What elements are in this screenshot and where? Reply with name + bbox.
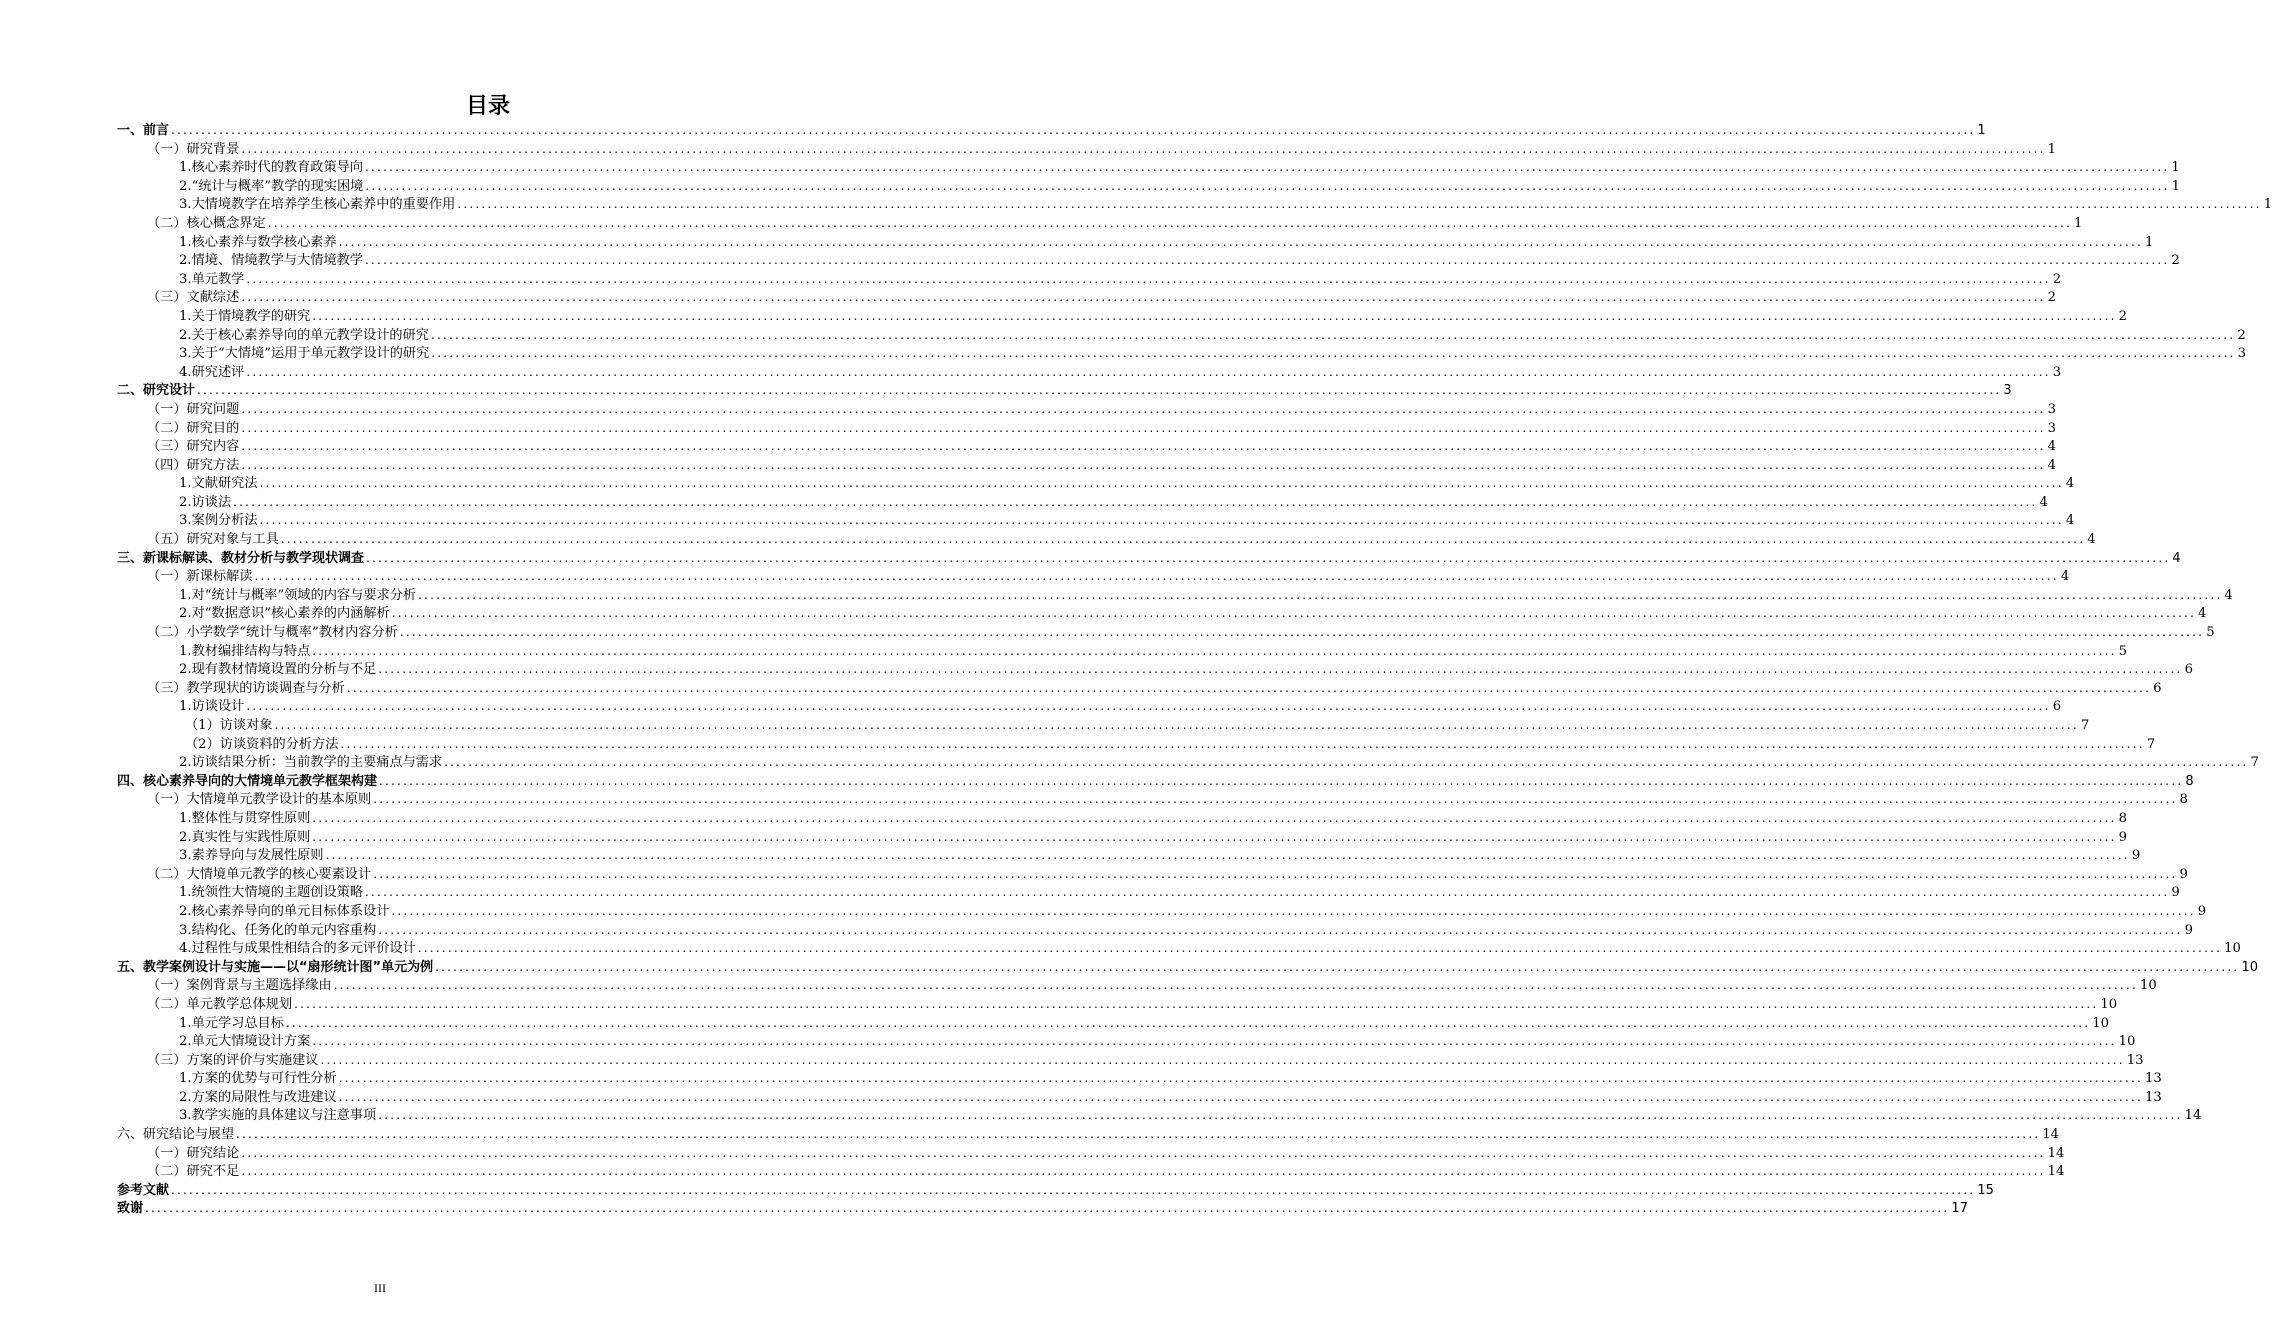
toc-leader-dots: ............................................................................................................................................................................................................................................................................................................ xyxy=(378,922,2183,937)
toc-entry[interactable] xyxy=(117,177,2181,196)
toc-entry-title: 2.方案的局限性与改进建议 xyxy=(179,1089,337,1105)
toc-entry[interactable] xyxy=(117,288,2057,307)
toc-entry-title: 1.关于情境教学的研究 xyxy=(179,308,311,324)
toc-entry[interactable] xyxy=(117,344,2246,363)
toc-entry-title: （三）文献综述 xyxy=(147,290,240,306)
toc-leader-dots: ............................................................................................................................................................................................................................................................................................................ xyxy=(391,606,2197,621)
toc-entry-title: （一）案例背景与主题选择缘由 xyxy=(147,978,332,994)
toc-entry-page: 9 xyxy=(2179,866,2188,882)
toc-entry[interactable] xyxy=(117,1051,2144,1070)
toc-entry-page: 8 xyxy=(2185,773,2194,789)
toc-leader-dots: ............................................................................................................................................................................................................................................................................................................ xyxy=(236,1127,2041,1142)
toc-leader-dots: ............................................................................................................................................................................................................................................................................................................ xyxy=(233,494,2038,509)
toc-leader-dots: ............................................................................................................................................................................................................................................................................................................ xyxy=(366,550,2171,565)
page-number: III xyxy=(374,1281,386,1295)
toc-title: 目录 xyxy=(465,94,510,119)
toc-entry-title: （一）研究结论 xyxy=(147,1145,240,1161)
toc-leader-dots: ............................................................................................................................................................................................................................................................................................................ xyxy=(241,290,2046,305)
toc-entry[interactable] xyxy=(117,958,2258,977)
toc-entry-title: 3.教学实施的具体建议与注意事项 xyxy=(179,1108,377,1124)
table-of-contents xyxy=(117,121,2272,1218)
toc-entry-page: 1 xyxy=(2074,215,2083,231)
toc-entry-page: 3 xyxy=(2047,420,2057,436)
toc-entry[interactable] xyxy=(117,400,2057,419)
toc-entry-page: 7 xyxy=(2250,755,2259,771)
toc-entry-page: 4 xyxy=(2198,606,2207,622)
toc-entry-title: 2.访谈法 xyxy=(179,494,232,510)
toc-entry-page: 6 xyxy=(2153,680,2162,696)
toc-entry-title: 1.核心素养与数学核心素养 xyxy=(179,234,337,250)
toc-entry[interactable] xyxy=(117,846,2141,865)
toc-entry-title: 3.案例分析法 xyxy=(179,513,258,529)
toc-leader-dots: ............................................................................................................................................................................................................................................................................................................ xyxy=(246,364,2051,379)
toc-leader-dots: ............................................................................................................................................................................................................................................................................................................ xyxy=(312,643,2117,658)
toc-entry-page: 1 xyxy=(2171,160,2180,176)
toc-entry-title: 4.研究述评 xyxy=(179,364,245,380)
toc-entry[interactable] xyxy=(117,939,2241,958)
toc-entry-page: 10 xyxy=(2224,941,2241,957)
toc-leader-dots: ............................................................................................................................................................................................................................................................................................................ xyxy=(391,903,2196,918)
toc-entry-title: 四、核心素养导向的大情境单元教学框架构建 xyxy=(117,773,378,789)
toc-leader-dots: ............................................................................................................................................................................................................................................................................................................ xyxy=(457,197,2262,212)
toc-entry-title: 1.对“统计与概率”领域的内容与要求分析 xyxy=(179,587,417,603)
toc-leader-dots: ............................................................................................................................................................................................................................................................................................................ xyxy=(259,513,2064,528)
toc-entry[interactable] xyxy=(117,474,2075,493)
toc-entry[interactable] xyxy=(117,995,2118,1014)
toc-entry[interactable] xyxy=(117,326,2246,345)
toc-entry[interactable] xyxy=(117,363,2062,382)
toc-leader-dots: ............................................................................................................................................................................................................................................................................................................ xyxy=(171,123,1976,137)
toc-entry-page: 5 xyxy=(2206,625,2215,641)
toc-entry-title: 五、教学案例设计与实施——以“扇形统计图”单元为例 xyxy=(117,959,434,975)
toc-entry-title: 3.素养导向与发展性原则 xyxy=(179,848,324,864)
toc-entry[interactable] xyxy=(117,604,2207,623)
toc-entry-page: 2 xyxy=(2171,253,2180,269)
toc-entry[interactable] xyxy=(117,902,2207,921)
toc-entry-title: 2.单元大情境设计方案 xyxy=(179,1034,311,1050)
toc-entry-page: 14 xyxy=(2042,1127,2059,1143)
toc-leader-dots: ............................................................................................................................................................................................................................................................................................................ xyxy=(254,569,2059,584)
toc-entry-page: 10 xyxy=(2241,959,2258,975)
toc-entry-title: （一）研究问题 xyxy=(147,401,240,417)
toc-leader-dots: ............................................................................................................................................................................................................................................................................................................ xyxy=(399,625,2205,640)
toc-entry-title: 1.教材编排结构与特点 xyxy=(179,643,311,659)
toc-entry[interactable] xyxy=(117,679,2162,698)
toc-entry-page: 10 xyxy=(2139,978,2157,994)
toc-entry-title: 2.真实性与实践性原则 xyxy=(179,829,311,845)
toc-entry[interactable] xyxy=(117,121,1986,140)
toc-leader-dots: ............................................................................................................................................................................................................................................................................................................ xyxy=(338,234,2143,249)
toc-entry-page: 14 xyxy=(2047,1164,2065,1180)
toc-entry[interactable] xyxy=(117,790,2188,809)
toc-entry-title: 3.单元教学 xyxy=(179,271,245,287)
toc-entry[interactable] xyxy=(117,419,2057,438)
toc-entry[interactable] xyxy=(117,493,2048,512)
toc-entry-title: 1.方案的优势与可行性分析 xyxy=(179,1071,337,1087)
toc-leader-dots: ............................................................................................................................................................................................................................................................................................................ xyxy=(379,773,2184,788)
toc-entry[interactable] xyxy=(117,549,2181,568)
toc-entry[interactable] xyxy=(117,307,2128,326)
toc-entry-page: 13 xyxy=(2145,1071,2162,1087)
toc-leader-dots: ............................................................................................................................................................................................................................................................................................................ xyxy=(197,383,2002,398)
toc-entry-page: 8 xyxy=(2179,792,2188,808)
toc-entry-title: 二、研究设计 xyxy=(117,383,196,399)
toc-entry[interactable] xyxy=(117,623,2215,642)
toc-leader-dots: ............................................................................................................................................................................................................................................................................................................ xyxy=(365,178,2170,193)
toc-leader-dots: ............................................................................................................................................................................................................................................................................................................ xyxy=(417,941,2223,956)
toc-entry-title: （二）小学数学“统计与概率”教材内容分析 xyxy=(147,625,398,641)
toc-entry-title: 2.“统计与概率”教学的现实困境 xyxy=(179,178,364,194)
toc-leader-dots: ............................................................................................................................................................................................................................................................................................................ xyxy=(444,755,2249,770)
toc-leader-dots: ............................................................................................................................................................................................................................................................................................................ xyxy=(418,587,2223,602)
toc-entry-title: 一、前言 xyxy=(117,123,170,138)
toc-entry-title: 2.情境、情境教学与大情境教学 xyxy=(179,253,364,269)
toc-entry-page: 3 xyxy=(2237,346,2246,362)
toc-leader-dots: ............................................................................................................................................................................................................................................................................................................ xyxy=(365,253,2170,268)
toc-entry-title: 1.整体性与贯穿性原则 xyxy=(179,810,311,826)
toc-entry-page: 9 xyxy=(2184,922,2193,938)
toc-entry[interactable] xyxy=(117,270,2062,289)
toc-entry-title: 1.核心素养时代的教育政策导向 xyxy=(179,160,364,176)
toc-entry-title: 2.对“数据意识”核心素养的内涵解析 xyxy=(179,606,390,622)
toc-entry[interactable] xyxy=(117,716,2090,735)
toc-leader-dots: ............................................................................................................................................................................................................................................................................................................ xyxy=(365,885,2170,900)
toc-entry-title: 致谢 xyxy=(117,1201,144,1217)
toc-entry-title: 1.单元学习总目标 xyxy=(179,1015,284,1031)
toc-leader-dots: ............................................................................................................................................................................................................................................................................................................ xyxy=(338,1089,2143,1104)
toc-entry-title: （三）方案的评价与实施建议 xyxy=(147,1052,319,1068)
toc-leader-dots: ............................................................................................................................................................................................................................................................................................................ xyxy=(241,401,2046,416)
toc-entry-page: 10 xyxy=(2118,1034,2136,1050)
toc-entry-title: 1.统领性大情境的主题创设策略 xyxy=(179,885,364,901)
toc-leader-dots: ............................................................................................................................................................................................................................................................................................................ xyxy=(274,718,2079,732)
toc-entry-page: 10 xyxy=(2092,1015,2110,1031)
toc-leader-dots: ............................................................................................................................................................................................................................................................................................................ xyxy=(373,866,2178,881)
toc-entry[interactable] xyxy=(117,753,2259,772)
toc-entry[interactable] xyxy=(117,214,2083,233)
toc-leader-dots: ............................................................................................................................................................................................................................................................................................................ xyxy=(241,1164,2046,1179)
toc-leader-dots: ............................................................................................................................................................................................................................................................................................................ xyxy=(246,271,2051,286)
toc-leader-dots: ............................................................................................................................................................................................................................................................................................................ xyxy=(338,1071,2143,1086)
toc-entry-page: 1 xyxy=(2263,197,2272,213)
toc-leader-dots: ............................................................................................................................................................................................................................................................................................................ xyxy=(320,1052,2125,1067)
toc-entry-page: 7 xyxy=(2146,736,2156,752)
toc-leader-dots: ............................................................................................................................................................................................................................................................................................................ xyxy=(280,532,2086,547)
toc-entry[interactable] xyxy=(117,883,2180,902)
toc-entry-title: （一）大情境单元教学设计的基本原则 xyxy=(147,792,372,808)
toc-leader-dots: ............................................................................................................................................................................................................................................................................................................ xyxy=(430,327,2236,342)
toc-entry-title: 3.大情境教学在培养学生核心素养中的重要作用 xyxy=(179,197,456,213)
toc-leader-dots: ............................................................................................................................................................................................................................................................................................................ xyxy=(333,978,2138,993)
toc-entry[interactable] xyxy=(117,586,2233,605)
toc-entry-page: 5 xyxy=(2118,643,2128,659)
toc-entry-page: 3 xyxy=(2047,401,2057,417)
toc-entry-page: 15 xyxy=(1977,1182,1994,1198)
toc-entry-page: 4 xyxy=(2087,532,2096,548)
toc-entry-title: 2.关于核心素养导向的单元教学设计的研究 xyxy=(179,327,429,343)
toc-entry-page: 13 xyxy=(2145,1089,2162,1105)
toc-entry[interactable] xyxy=(117,1069,2162,1088)
toc-entry[interactable] xyxy=(117,233,2154,252)
toc-entry-title: 1.访谈设计 xyxy=(179,699,245,715)
toc-entry-page: 10 xyxy=(2100,996,2118,1012)
toc-leader-dots: ............................................................................................................................................................................................................................................................................................................ xyxy=(241,1145,2046,1160)
toc-entry-page: 1 xyxy=(2047,141,2057,157)
toc-leader-dots: ............................................................................................................................................................................................................................................................................................................ xyxy=(378,662,2183,677)
toc-entry-page: 9 xyxy=(2118,829,2128,845)
toc-entry-page: 1 xyxy=(2145,234,2154,250)
toc-entry-page: 3 xyxy=(2052,364,2062,380)
toc-leader-dots: ............................................................................................................................................................................................................................................................................................................ xyxy=(241,457,2046,472)
toc-entry-page: 14 xyxy=(2184,1108,2202,1124)
toc-entry[interactable] xyxy=(117,140,2057,159)
toc-entry-title: （五）研究对象与工具 xyxy=(147,532,279,548)
toc-leader-dots: ............................................................................................................................................................................................................................................................................................................ xyxy=(267,215,2073,230)
toc-leader-dots: ............................................................................................................................................................................................................................................................................................................ xyxy=(246,699,2051,714)
toc-entry-page: 14 xyxy=(2047,1145,2065,1161)
toc-leader-dots: ............................................................................................................................................................................................................................................................................................................ xyxy=(325,848,2130,863)
toc-entry[interactable] xyxy=(117,642,2128,661)
toc-entry-page: 1 xyxy=(2171,178,2181,194)
toc-leader-dots: ............................................................................................................................................................................................................................................................................................................ xyxy=(365,160,2170,175)
toc-entry-page: 4 xyxy=(2060,569,2070,585)
toc-leader-dots: ............................................................................................................................................................................................................................................................................................................ xyxy=(259,476,2064,491)
toc-entry[interactable] xyxy=(117,567,2070,586)
toc-entry-page: 2 xyxy=(2047,290,2057,306)
toc-entry-title: （二）核心概念界定 xyxy=(147,215,266,231)
toc-entry-page: 2 xyxy=(2237,327,2246,343)
toc-entry[interactable] xyxy=(117,1162,2065,1181)
toc-entry[interactable] xyxy=(117,530,2096,549)
toc-entry-title: （三）研究内容 xyxy=(147,439,240,455)
toc-entry-title: 2.访谈结果分析：当前教学的主要痛点与需求 xyxy=(179,755,443,771)
toc-entry-title: （一）研究背景 xyxy=(147,141,240,157)
toc-entry-page: 13 xyxy=(2126,1052,2144,1068)
toc-leader-dots: ............................................................................................................................................................................................................................................................................................................ xyxy=(285,1015,2091,1030)
toc-entry-title: 3.关于“大情境”运用于单元教学设计的研究 xyxy=(179,346,430,362)
toc-leader-dots: ............................................................................................................................................................................................................................................................................................................ xyxy=(340,736,2145,751)
toc-entry[interactable] xyxy=(117,1125,2059,1144)
toc-entry[interactable] xyxy=(117,381,2012,400)
toc-entry[interactable] xyxy=(117,1088,2162,1107)
toc-leader-dots: ............................................................................................................................................................................................................................................................................................................ xyxy=(435,959,2240,974)
toc-entry-page: 4 xyxy=(2065,513,2075,529)
toc-entry-page: 3 xyxy=(2003,383,2012,399)
toc-entry[interactable] xyxy=(117,865,2188,884)
toc-entry[interactable] xyxy=(117,660,2193,679)
toc-entry-title: （二）单元教学总体规划 xyxy=(147,996,293,1012)
toc-entry-title: （1）访谈对象 xyxy=(185,718,273,733)
toc-entry-page: 4 xyxy=(2047,457,2057,473)
toc-entry-title: （三）教学现状的访谈调查与分析 xyxy=(147,680,345,696)
toc-entry[interactable] xyxy=(117,195,2272,214)
toc-entry[interactable] xyxy=(117,1199,1968,1218)
toc-leader-dots: ............................................................................................................................................................................................................................................................................................................ xyxy=(312,1034,2117,1049)
toc-entry-page: 6 xyxy=(2052,699,2062,715)
toc-entry-page: 7 xyxy=(2080,718,2090,733)
toc-entry-title: （四）研究方法 xyxy=(147,457,240,473)
toc-entry[interactable] xyxy=(117,809,2128,828)
toc-leader-dots: ............................................................................................................................................................................................................................................................................................................ xyxy=(312,810,2117,825)
toc-entry[interactable] xyxy=(117,1144,2065,1163)
toc-entry-page: 4 xyxy=(2039,494,2048,510)
toc-entry[interactable] xyxy=(117,1014,2110,1033)
toc-entry-title: 六、研究结论与展望 xyxy=(117,1127,235,1143)
toc-entry-title: 2.现有教材情境设置的分析与不足 xyxy=(179,662,377,678)
toc-entry-title: （2）访谈资料的分析方法 xyxy=(185,736,339,752)
toc-entry-title: 三、新课标解读、教材分析与教学现状调查 xyxy=(117,550,365,566)
toc-entry-page: 6 xyxy=(2184,662,2193,678)
toc-entry[interactable] xyxy=(117,921,2193,940)
toc-entry-title: 4.过程性与成果性相结合的多元评价设计 xyxy=(179,941,416,957)
toc-entry[interactable] xyxy=(117,158,2180,177)
toc-leader-dots: ............................................................................................................................................................................................................................................................................................................ xyxy=(241,420,2046,435)
toc-entry-page: 9 xyxy=(2197,903,2207,919)
toc-entry[interactable] xyxy=(117,828,2128,847)
toc-leader-dots: ............................................................................................................................................................................................................................................................................................................ xyxy=(294,996,2099,1011)
toc-entry-page: 2 xyxy=(2052,271,2062,287)
toc-entry-title: （二）研究目的 xyxy=(147,420,240,436)
toc-entry[interactable] xyxy=(117,697,2062,716)
toc-entry[interactable] xyxy=(117,735,2156,754)
toc-entry[interactable] xyxy=(117,456,2057,475)
toc-entry-title: 3.结构化、任务化的单元内容重构 xyxy=(179,922,377,938)
toc-entry[interactable] xyxy=(117,251,2180,270)
toc-entry-page: 4 xyxy=(2224,587,2233,603)
toc-entry[interactable] xyxy=(117,1032,2136,1051)
toc-entry-page: 4 xyxy=(2047,439,2057,455)
toc-entry-title: 1.文献研究法 xyxy=(179,476,258,492)
toc-leader-dots: ............................................................................................................................................................................................................................................................................................................ xyxy=(312,308,2117,323)
toc-entry[interactable] xyxy=(117,772,2194,791)
toc-leader-dots: ............................................................................................................................................................................................................................................................................................................ xyxy=(241,439,2046,454)
toc-leader-dots: ............................................................................................................................................................................................................................................................................................................ xyxy=(346,680,2152,695)
toc-leader-dots: ............................................................................................................................................................................................................................................................................................................ xyxy=(312,829,2117,844)
toc-entry[interactable] xyxy=(117,1181,1994,1200)
toc-entry[interactable] xyxy=(117,976,2157,995)
toc-entry[interactable] xyxy=(117,437,2057,456)
toc-leader-dots: ............................................................................................................................................................................................................................................................................................................ xyxy=(145,1201,1950,1216)
toc-entry-title: 参考文献 xyxy=(117,1182,170,1198)
toc-entry-title: 2.核心素养导向的单元目标体系设计 xyxy=(179,903,390,919)
toc-leader-dots: ............................................................................................................................................................................................................................................................................................................ xyxy=(378,1108,2183,1123)
toc-entry-page: 9 xyxy=(2171,885,2180,901)
toc-entry-title: （二）研究不足 xyxy=(147,1164,240,1180)
toc-entry-page: 2 xyxy=(2118,308,2128,324)
toc-leader-dots: ............................................................................................................................................................................................................................................................................................................ xyxy=(171,1182,1976,1197)
toc-entry-page: 4 xyxy=(2172,550,2181,566)
toc-entry-title: （一）新课标解读 xyxy=(147,569,253,585)
toc-entry[interactable] xyxy=(117,1106,2202,1125)
toc-entry-page: 17 xyxy=(1951,1201,1968,1217)
toc-entry-title: （二）大情境单元教学的核心要素设计 xyxy=(147,866,372,882)
toc-entry[interactable] xyxy=(117,511,2075,530)
toc-entry-page: 4 xyxy=(2065,476,2075,492)
toc-entry-page: 8 xyxy=(2118,810,2128,826)
toc-leader-dots: ............................................................................................................................................................................................................................................................................................................ xyxy=(373,792,2178,807)
toc-leader-dots: ............................................................................................................................................................................................................................................................................................................ xyxy=(431,346,2236,361)
toc-entry-page: 9 xyxy=(2131,848,2141,864)
toc-leader-dots: ............................................................................................................................................................................................................................................................................................................ xyxy=(241,141,2046,156)
toc-entry-page: 1 xyxy=(1977,123,1986,138)
